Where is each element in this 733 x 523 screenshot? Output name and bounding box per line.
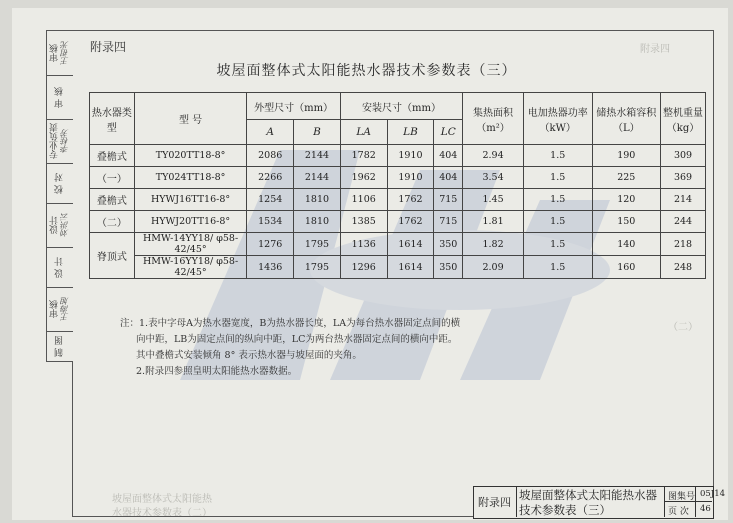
stamp-cell — [47, 287, 73, 332]
note-1c: 其中叠檐式安装倾角 8° 表示热水器与坡屋面的夹角。 — [136, 350, 362, 361]
value-cell: 1254 — [247, 189, 294, 211]
value-cell: 309 — [661, 145, 706, 167]
stamp-role: 设 计 — [55, 256, 65, 278]
value-cell: 1385 — [340, 211, 387, 233]
value-cell: 1534 — [247, 211, 294, 233]
value-cell: 1.5 — [523, 233, 592, 256]
table-row — [90, 189, 706, 211]
stamp-role: 校 对 — [55, 172, 65, 194]
value-cell: 1810 — [294, 189, 341, 211]
sub-header-LC: LC — [434, 120, 463, 145]
table-row — [90, 167, 706, 189]
model-cell: HMW-14YY18/ φ58-42/45° — [134, 233, 247, 256]
col-header-area — [463, 93, 524, 145]
volume-unit: （L） — [612, 122, 640, 134]
col-header-install: 安装尺寸（mm） — [340, 93, 462, 120]
model-cell: HMW-16YY18/ φ58-42/45° — [134, 256, 247, 279]
note-1a: 注：1.表中字母A为热水器宽度，B为热水器长度，LA为每台热水器固定点间的横 — [120, 318, 461, 329]
notes — [120, 316, 460, 380]
stamp-role: 审核 — [50, 44, 60, 62]
atlas-number: 05J14 — [700, 489, 726, 499]
stamp-signature: 李桂芳 — [60, 129, 69, 153]
stamp-signature: 王祖光 — [60, 41, 69, 65]
value-cell: 3.54 — [463, 167, 524, 189]
value-cell: 1795 — [294, 233, 341, 256]
value-cell: 1.5 — [523, 256, 592, 279]
sub-header-A: A — [247, 120, 294, 145]
value-cell: 1.5 — [523, 211, 592, 233]
value-cell: 1910 — [387, 145, 434, 167]
col-header-type: 热水器类型 — [90, 93, 135, 145]
value-cell: 350 — [434, 256, 463, 279]
area-label: 集热面积 — [473, 107, 514, 119]
value-cell: 1106 — [340, 189, 387, 211]
stamp-role: 设计 — [50, 216, 60, 234]
value-cell: 1910 — [387, 167, 434, 189]
type-cell: （一） — [90, 167, 135, 189]
parameter-table — [89, 92, 706, 279]
stamp-role: 制 图 — [55, 335, 65, 357]
value-cell: 2144 — [294, 167, 341, 189]
value-cell: 1.45 — [463, 189, 524, 211]
col-header-volume — [592, 93, 661, 145]
value-cell: 2144 — [294, 145, 341, 167]
title-block-divider — [516, 486, 517, 517]
model-cell: TY020TT18-8° — [134, 145, 247, 167]
stamp-cell — [47, 163, 73, 204]
model-cell: HYWJ20TT16-8° — [134, 211, 247, 233]
value-cell: 1962 — [340, 167, 387, 189]
value-cell: 1.82 — [463, 233, 524, 256]
stamp-cell — [47, 331, 73, 361]
value-cell: 160 — [592, 256, 661, 279]
value-cell: 1.5 — [523, 145, 592, 167]
value-cell: 248 — [661, 256, 706, 279]
weight-unit: （kg） — [666, 122, 700, 134]
stamp-signature: 刘洪云 — [60, 213, 69, 237]
value-cell: 1296 — [340, 256, 387, 279]
power-unit: （kW） — [539, 122, 576, 134]
value-cell: 150 — [592, 211, 661, 233]
value-cell: 1762 — [387, 189, 434, 211]
col-header-size: 外型尺寸（mm） — [247, 93, 341, 120]
stamp-cell — [47, 247, 73, 288]
value-cell: 244 — [661, 211, 706, 233]
power-label: 电加热器功率 — [527, 107, 588, 119]
title-block-appendix: 附录四 — [478, 496, 511, 509]
atlas-number-label: 图集号 — [668, 492, 696, 502]
stamp-role: 审核 — [50, 300, 60, 318]
area-unit: （m²） — [476, 122, 510, 134]
value-cell: 225 — [592, 167, 661, 189]
col-header-weight — [661, 93, 706, 145]
stamp-cell — [47, 203, 73, 248]
value-cell: 1436 — [247, 256, 294, 279]
value-cell: 350 — [434, 233, 463, 256]
table-row — [90, 211, 706, 233]
page-title: 坡屋面整体式太阳能热水器技术参数表（三） — [216, 63, 517, 79]
value-cell: 2266 — [247, 167, 294, 189]
page-label: 页 次 — [668, 507, 689, 517]
value-cell: 1614 — [387, 256, 434, 279]
stamp-signature: 王海旭 — [60, 297, 69, 321]
ghost-appendix: 附录四 — [640, 44, 670, 55]
volume-label: 储热水箱容积 — [596, 107, 657, 119]
appendix-label: 附录四 — [90, 40, 127, 54]
note-2: 2.附录四参照皇明太阳能热水器数据。 — [136, 366, 298, 377]
value-cell: 140 — [592, 233, 661, 256]
col-header-model: 型 号 — [134, 93, 247, 145]
value-cell: 1762 — [387, 211, 434, 233]
sub-header-LA: LA — [340, 120, 387, 145]
table-row — [90, 256, 706, 279]
value-cell: 715 — [434, 189, 463, 211]
value-cell: 404 — [434, 167, 463, 189]
value-cell: 1614 — [387, 233, 434, 256]
type-cell: 叠檐式 — [90, 189, 135, 211]
value-cell: 190 — [592, 145, 661, 167]
type-cell: （二） — [90, 211, 135, 233]
value-cell: 404 — [434, 145, 463, 167]
title-block-name: 坡屋面整体式太阳能热水器技术参数表（三） — [519, 488, 657, 517]
value-cell: 218 — [661, 233, 706, 256]
value-cell: 1795 — [294, 256, 341, 279]
table-row — [90, 233, 706, 256]
ghost-title-2: 水器技术参数表（二） — [112, 508, 212, 519]
stamp-cell — [47, 75, 73, 120]
table-row — [90, 145, 706, 167]
value-cell: 1.81 — [463, 211, 524, 233]
stamp-role: 专业负责 — [50, 123, 60, 159]
value-cell: 1.5 — [523, 189, 592, 211]
value-cell: 1782 — [340, 145, 387, 167]
model-cell: TY024TT18-8° — [134, 167, 247, 189]
value-cell: 1276 — [247, 233, 294, 256]
value-cell: 2086 — [247, 145, 294, 167]
ghost-subtitle: （二） — [668, 322, 698, 333]
value-cell: 2.94 — [463, 145, 524, 167]
sub-header-LB: LB — [387, 120, 434, 145]
col-header-power — [523, 93, 592, 145]
value-cell: 715 — [434, 211, 463, 233]
value-cell: 369 — [661, 167, 706, 189]
ghost-title-1: 坡屋面整体式太阳能热 — [112, 494, 212, 505]
type-cell: 叠檐式 — [90, 145, 135, 167]
note-1b: 向中距，LB为固定点间的纵向中距，LC为两台热水器固定点间的横向中距。 — [136, 334, 458, 345]
weight-label: 整机重量 — [663, 107, 704, 119]
stamp-cell — [47, 119, 73, 164]
value-cell: 1136 — [340, 233, 387, 256]
value-cell: 1810 — [294, 211, 341, 233]
stamp-role: 审 核 — [55, 86, 65, 108]
value-cell: 214 — [661, 189, 706, 211]
sub-header-B: B — [294, 120, 341, 145]
value-cell: 1.5 — [523, 167, 592, 189]
value-cell: 2.09 — [463, 256, 524, 279]
model-cell: HYWJ16TT16-8° — [134, 189, 247, 211]
value-cell: 120 — [592, 189, 661, 211]
type-cell: 脊顶式 — [90, 233, 135, 279]
page-number: 46 — [700, 504, 711, 514]
